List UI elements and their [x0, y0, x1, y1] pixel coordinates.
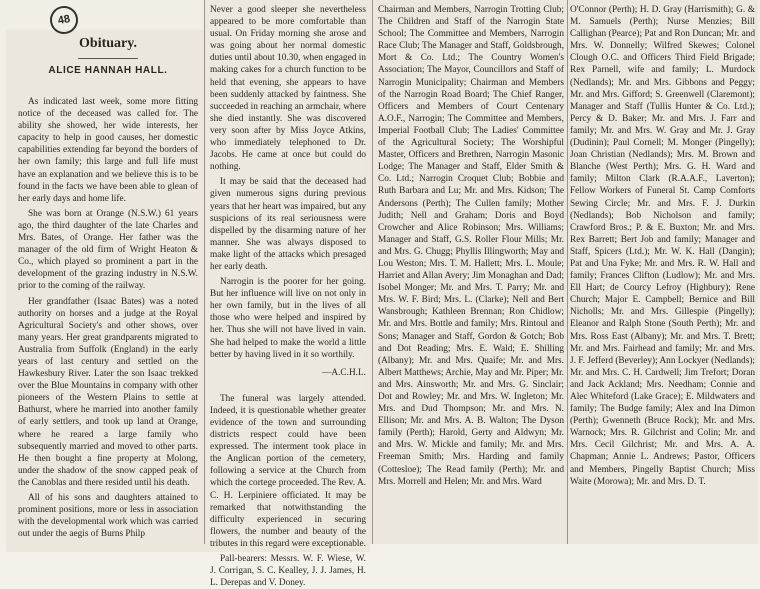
text-column-2: [210, 4, 366, 589]
text-column-4: [570, 4, 755, 544]
article-title: Obituary.: [79, 36, 137, 51]
obituary-heading: [18, 36, 198, 76]
paragraph: Chairman and Members, Narrogin Trotting Club; The Children and Staff of the Narrogin State School; The Committee and Members, Narrogin Race Club; The Manager and Staff, Goldsbrough, Mort & Co. Ltd.; The Country Women's Association; The Mayor, Councillors and Staff of Narrogin Municipality; Chairman and Members of the Narrogin Road Board; The Chief Ranger, Officers and Members of Court Centenary A.O.F., Narrogin; The Committee and Members, Imperial Football Club; The Ladies' Committee of the Agricultural Society; The Worshipful Master, Officers and Brethren, Narrogin Masonic Lodge; The Manager and Staff, Elder Smith & Co. Ltd.; Narrogin Croquet Club; Bobbie and Ruth Barbara and Lu; Mr. and Mrs. Kidson; The Andersons (Perth); The Cullen family; Mother Judith; Nell and Graham; Doris and Boyd Crowcher and Alice Robinson; Mrs. Williams; Manager and Staff, G.S. Roller Flour Mills; Mr. and Mrs. G. Chugg; Phyllis Illingworth; May and Lou Weston; Mrs. T. M. Hallett; Mrs. L. Moule; Harriet and Allan Avery; Jim Monaghan and Dad; Isobel Monger; Mr. and Mrs. T. Parry; Mr. and Mrs. W. F. Bird; Mrs. L. (Clarke); Nell and Bert Wansbrough; Kathleen Brennan; Ron Chidlow; Mr. and Mrs. Bottle and family; Mrs. Rintoul and Sons; Manager and Staff, Gordon & Gotch; Bob and Dot Reading; Mrs. E. Wald; E. Shilling (Albany); Mr. and Mrs. Quaife; Mr. and Mrs. Albert Matthews; Archie, May and Mr. Piper; Mr. and Mrs. Ainsworth; Mr. and Mrs. G. Sinclair; Dot and Rowley; Mr. and Mrs. W. Ingleton; Mr. Mrs. and Dud Thompson; Mr. and Mrs. N. Ellison; Mr. and Mrs. A. B. Walton; The Dyson family (Perth); Harold, Gerty and Aldwyn; Mr. and Mrs. W. Mickle and family; Mr. and Mrs. Freeman Smith; Mrs. Harding and family (Cottesloe); The Read family (Perth); Mr. and Mrs. Morrell and Helen; Mr. and Mrs. Ward: [378, 5, 564, 487]
paragraph: Narrogin is the poorer for her going. But her influence will live on not only in her own family, but in the lives of all those who were helped and inspired by her. Thus she will not have lived in vain. She had helped to make the world a little better by having lived in it so worthily.: [210, 277, 366, 360]
author-signature: —A.C.H.L.: [322, 367, 366, 378]
paragraph: O'Connor (Perth); H. D. Gray (Harrismith); G. & M. Samuels (Perth); Nurse Menzies; Bill Callighan (Pearce); Pat and Ron Duncan; Mr. and Mrs. W. Donnelly; Wilfred Skewes; Colonel Clough O.C. and Officers Third Field Brigade; Rex Parnell, wife and family; L. Murdock (Nedlands); Mr. and Mrs. Gibbons and Peggy; Mr. and Mrs. Gifford; S. Greenwell (Claremont); Manager and Staff (Tullis Hunter & Co. Ltd.); Percy & D. Baker; Mr. and Mrs. J. Farr and family; Mr. and Mrs. W. Gray and Mr. J. Gray (Dudinin); Paul Cornell; M. Monger (Pingelly); Joan Christian (Nedlands); Mrs. M. Brown and Blanche (West Perth); Mrs. G. H. Ward and family; Milton Clark (R.A.A.F., Laverton); Fellow Workers of Funeral St. Camp Comforts Sewing Circle; Mr. and Mrs. F. J. Durkin (Nedlands); Bob Nicholson and family; Crawford Bros.; P. & E. Buxton; Mr. and Mrs. Rex Barrett; Bert Job and family; Manager and Staff, Spicers (Ltd.); Mr. W. K. Hall (Dangin); Pat and Una Fyke; Mr. and Mrs. R. W. Hall and family; Frances Clifton (Ludlow); Mr. and Mrs. Ell Hart; de Courcy Lefroy (Highbury); Rene Church; Major E. Campbell; Bernice and Bill Nicholls; Mr. and Mrs. Gillespie (Pingelly); Eleanor and Ralph Stone (South Perth); Mr. and Mrs. Ross East (Albany); Mr. and Mrs. T. Brett; Mr. and Mrs. Fairhead and family; Mr. and Mrs. J. F. Jefferd (Beverley); Ann Lockyer (Nedlands); Mr. and Mrs. C. H. Cardwell; Jim Trefort; Doran and Jack Ackland; Mrs. Needham; Connie and Alec Whiteford (Lake Grace); E. Mildwaters and family; The Budge family; Alex and Ina Dimon (Perth); Gwenneth (Bruce Rock); Mr. and Mrs. Warnock; Mrs. R. Gilchrist and Colin; Mr. and Mrs. Cecil Gilchrist; Mr. and Mrs. A. A. Chapman; Annie L. Andrews; Pastor, Officers and Members, Pingelly Baptist Church; Miss Waite (Morowa); Mr. and Mrs. D. T.: [570, 5, 755, 487]
paragraph: She was born at Orange (N.S.W.) 61 years ago, the third daughter of the late Charles and Mrs. Bates, of Orange. Her father was the manager of the old firm of Wright Heaton & Co., which played so prominent a part in the development of the grazing industry in N.S.W. prior to the coming of the railway.: [18, 208, 198, 292]
text-column-3: [378, 4, 564, 544]
paragraph: Never a good sleeper she nevertheless appeared to be more comfortable than usual. On Friday morning she arose and was going about her normal domestic duties until about 10.30, when engaged in making cakes for a church function to be held that evening, she appears to have been suddenly attacked by faintness. She succeeded in reaching an armchair, where she died instantly. She was discovered very soon after by Miss Joyce Atkins, who immediately telephoned to Dr. Jacobs. He came at once but could do nothing.: [210, 5, 366, 173]
column-divider: [372, 0, 373, 544]
article-subtitle: ALICE HANNAH HALL.: [48, 65, 168, 76]
paragraph: Her grandfather (Isaac Bates) was a noted authority on horses and a judge at the Royal Agricultural Society's and other shows, over many years. Her great grandparents migrated to Australia from Suffolk (England) in the early years of last century and settled on the Hawkesbury River. Later the son Isaac trekked over the Blue Mountains in company with other pioneers of the Western Plains to settle at Bathurst, where he married into another family of early settlers, and took up land at Orange, where he reared a large family who subsequently married and moved to other parts. He then bought a fine property at Molong, under the shadow of the snow capped peak of the Canoblas and there resided until his death.: [18, 296, 198, 488]
paragraph: All of his sons and daughters attained to prominent positions, more or less in association with the developmental work which was carried out under the aegis of Burns Philp: [18, 493, 198, 540]
column-divider: [567, 0, 568, 544]
text-column-1: [18, 96, 198, 544]
column-divider: [204, 0, 205, 544]
paragraph: Pall-bearers: Messrs. W. F. Wiese, W. J. Corrigan, S. C. Kealley, J. J. James, H. L. Derepas and V. Doney.: [210, 554, 366, 589]
title-rule: [78, 58, 138, 59]
paragraph: The funeral was largely attended. Indeed, it is questionable whether greater evidence of the town and surrounding districts respect could have been expressed. The interment took place in the Anglican portion of the cemetery, following a service at the Church from which the cortege proceeded. The Rev. A. C. H. Lerpiniere officiated. It may be remarked that notwithstanding the difficulty experienced in securing flowers, the number and beauty of the tributes in this regard were exceptionable.: [210, 393, 366, 549]
paragraph: As indicated last week, some more fitting notice of the deceased was called for. The ability she showed, her wide interests, her capacity to help in good causes, her domestic capabilities extending far beyond the borders of her own family; this large and full life must have an explanation and we believe this is to be found in the facts we have been able to glean of her early days and home life.: [18, 97, 198, 204]
paragraph: It may be said that the deceased had given numerous signs during previous years that her heart was impaired, but any suspicions of its real seriousness were dispelled by the disarming nature of her manner. She was always disposed to make light of the attacks which presaged her early death.: [210, 177, 366, 272]
page-number-stamp: 48: [48, 4, 80, 36]
